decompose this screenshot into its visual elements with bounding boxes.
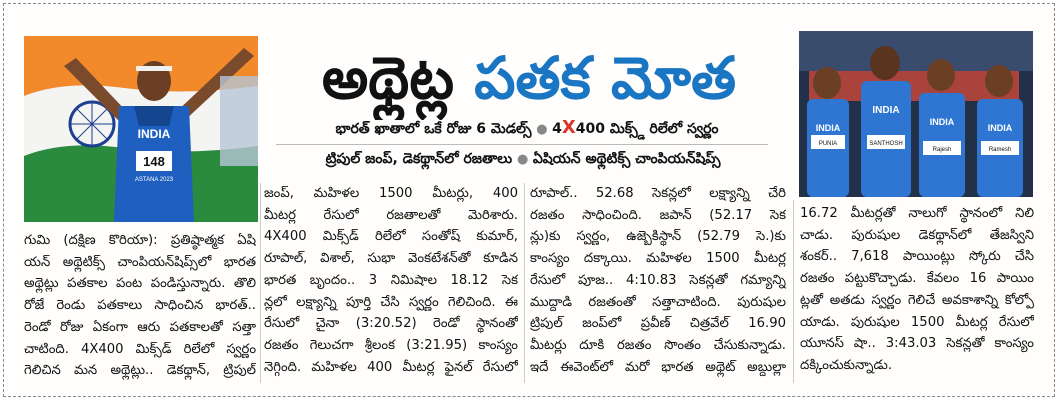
times-x: X — [561, 118, 576, 138]
article-line: గెలిచిన మన అథ్లెట్లు.. డెకథ్లాన్, ట్రిపుల్ — [24, 363, 256, 379]
bullet-icon: ● — [536, 122, 553, 137]
article-line: యన్ అథ్లెటిక్స్ చాంపియన్‌షిప్స్‌లో భారత — [24, 254, 256, 270]
bib-name: SANTHOSH — [869, 141, 903, 147]
subheadline-1 — [292, 118, 762, 140]
column-divider — [260, 183, 261, 383]
athlete-flag-illustration — [24, 36, 258, 222]
article-line: దక్కించుకున్నాడు. — [800, 357, 893, 373]
article-line: రజతం పట్టుకొచ్చాడు. కేవలం 16 పాయిం — [800, 271, 1034, 287]
relay-team-illustration — [799, 31, 1033, 197]
article-line: చాటింది. 4X400 మిక్స్‌డ్ రిలేలో స్వర్ణం — [24, 341, 256, 357]
bullet-icon: ● — [516, 152, 533, 167]
article-line: న్లలో లక్ష్యాన్ని పూర్తి చేసి స్వర్ణం గెలిచింది. ఈ — [264, 294, 518, 310]
article-line: రెండో రోజు ఏకంగా ఆరు పతకాలతో సత్తా — [24, 319, 256, 335]
subheadline-2a: ట్రిపుల్ జంప్, డెకథ్లాన్‌లో రజతాలు — [325, 151, 513, 167]
headline-word-1: అథ్లెట్ల — [321, 44, 454, 112]
column-divider — [524, 183, 525, 383]
relay-team-photo — [799, 31, 1033, 197]
article-column-1 — [24, 230, 256, 390]
headline-word-3: మోత — [611, 44, 737, 112]
article-line: నెగ్గింది. మహిళల 400 మీటర్ల ఫైనల్ రేసులో — [264, 359, 518, 375]
subheadline-2 — [283, 149, 763, 170]
article-line: రూపాల్, విశాల్, సుభా వెంకటేశన్‌తో కూడిన — [264, 251, 518, 267]
jersey-text: INDIA — [929, 117, 955, 127]
article-line: ఇదే ఈవెంట్‌లో మరో భారత అథ్లెట్ అబ్దుల్లా — [530, 359, 786, 375]
jersey-text: INDIA — [872, 105, 900, 116]
column-divider — [793, 200, 794, 383]
headline-word-2: పతక — [474, 44, 591, 112]
article-line: శంకర్.. 7,618 పాయింట్లు స్కోరు చేసి — [800, 249, 1034, 265]
article-line: అథ్లెట్లు పతకాల పంట పండిస్తున్నారు. తొలి — [24, 276, 256, 292]
article-line: యాడు. పురుషుల 1500 మీటర్ల రేసులో — [800, 314, 1034, 330]
headline — [262, 36, 796, 120]
subheadline-1a: భారత్ ఖాతాలో ఒకే రోజు 6 మెడల్స్ — [335, 121, 532, 137]
article-line: రేసులో చైనా (3:20.52) రెండో స్థానంతో — [264, 316, 518, 332]
article-line: మీటర్ల రేసులో రజతాలతో మెరిశారు. — [264, 207, 518, 223]
article-line: భారత బృందం.. 3 నిమిషాల 18.12 సెక — [264, 272, 518, 288]
article-line: యూనస్ షా.. 3:43.03 సెకన్లతో కాంస్యం — [800, 336, 1034, 352]
article-line: రేసులో పూజ.. 4:10.83 సెకన్లతో గమ్యాన్ని — [530, 272, 786, 288]
bib-number: 148 — [143, 154, 165, 169]
bib-name: Ramesh — [988, 147, 1012, 153]
jersey-text: INDIA — [987, 123, 1013, 133]
article-column-2 — [264, 183, 518, 383]
bib-name: PUNIA — [818, 141, 838, 147]
article-line: ముద్దాడి రజతంతో సత్తాచాటింది. పురుషుల — [530, 294, 786, 310]
article-line: న్లు)కు స్వర్ణం, ఉజ్బెకిస్థాన్ (52.79 సె.)కు — [530, 229, 786, 245]
article-line: మీటర్లు దూకి రజతం సొంతం చేసుకున్నాడు. — [530, 337, 786, 353]
relay-digit: 4 — [552, 121, 562, 137]
divider — [276, 144, 768, 145]
article-line: 4X400 మిక్స్‌డ్ రిలేలో సంతోష్ కుమార్, — [264, 229, 518, 245]
article-line: కాంస్యం దక్కాయి. మహిళల 1500 మీటర్ల — [530, 251, 786, 267]
article-line: ట్రిపుల్ జంప్‌లో ప్రవీణ్ చిత్రవేల్ 16.90 — [530, 316, 786, 332]
article-line: రూపాల్.. 52.68 సెకన్లలో లక్ష్యాన్ని చేరి — [530, 186, 786, 201]
article-line: చాడు. పురుషుల డెకథ్లాన్‌లో తేజస్విని — [800, 227, 1034, 243]
bib-name: Rajesh — [932, 147, 952, 153]
jersey-text: INDIA — [137, 127, 171, 141]
article-line: 16.72 మీటర్లతో నాలుగో స్థానంలో నిలి — [800, 206, 1034, 221]
article-line: రజతం సాధించింది. జపాన్ (52.17 సెక — [530, 207, 786, 223]
bib-banner: ASTANA 2023 — [134, 177, 174, 183]
article-column-4 — [800, 203, 1034, 383]
athlete-flag-photo — [24, 36, 258, 222]
jersey-text: INDIA — [815, 123, 841, 133]
article-line: రజతం గెలుచగా శ్రీలంక (3:21.95) కాంస్యం — [264, 337, 518, 353]
subheadline-2b: ఏషియన్ అథ్లెటిక్స్ చాంపియన్‌షిప్స్ — [532, 151, 721, 167]
article-line: గుమి (దక్షిణ కొరియా): ప్రతిష్ఠాత్మక ఏషి — [24, 233, 256, 248]
article-line: జంప్, మహిళల 1500 మీటర్లు, 400 — [264, 186, 518, 201]
article-line: ట్లతో అతడు స్వర్ణం గెలిచే అవకాశాన్ని కోల్పో — [800, 292, 1034, 308]
article-column-3 — [530, 183, 786, 383]
article-line: రోజే రెండు పతకాలు సాధించిన భారత్.. — [24, 298, 256, 314]
subheadline-1b: 400 మిక్స్డ్ రిలేలో స్వర్ణం — [575, 121, 719, 137]
